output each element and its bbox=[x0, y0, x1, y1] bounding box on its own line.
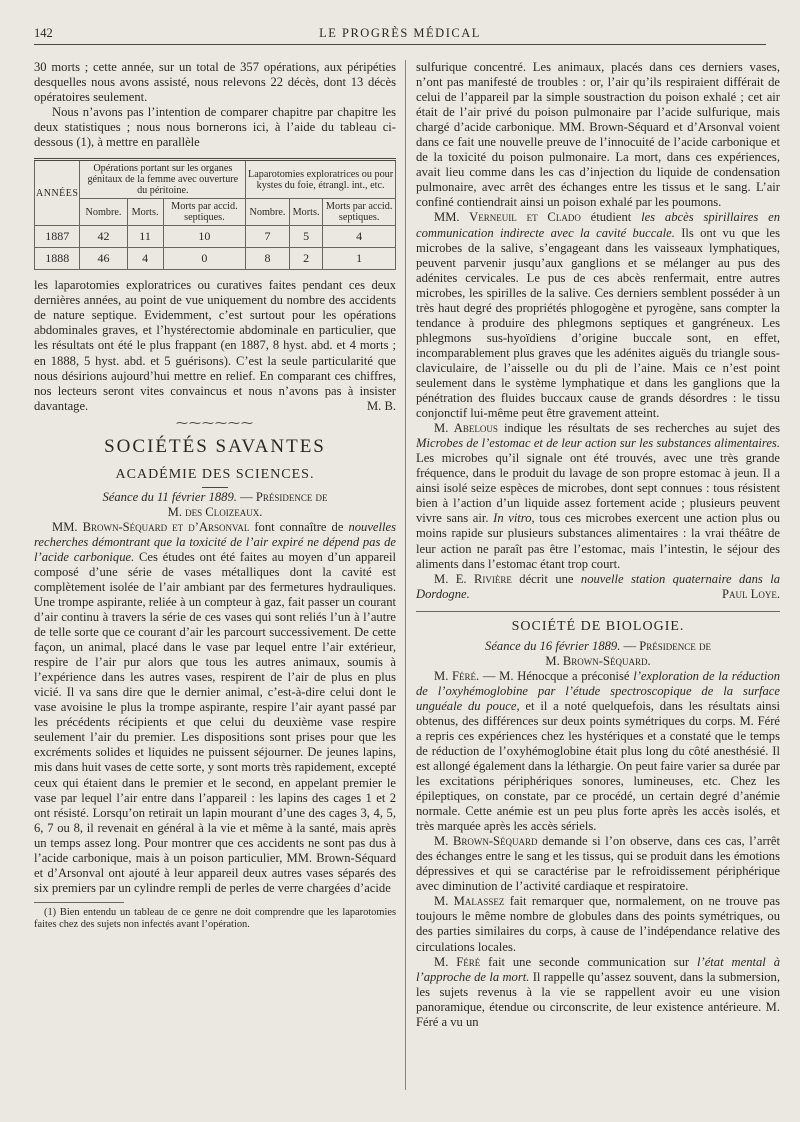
page-number: 142 bbox=[34, 26, 53, 40]
text: indique les résultats de ses recherches au sujet des bbox=[497, 421, 780, 436]
col-morts-2: Morts. bbox=[289, 199, 323, 226]
text: Il rappelle qu’assez souvent, dans la submersion, les sujets revenus à la vie se rappellent avoir eu une vision panoramique, étendue ou circonscrite, de leur existence antérieure. M. Féré a vu un bbox=[416, 969, 780, 1029]
italic-text: In vitro, bbox=[493, 511, 535, 526]
col-septiques-1: Morts par accid. septiques. bbox=[163, 199, 246, 226]
intro-paragraph-2: Nous n’avons pas l’intention de comparer chapitre par chapitre les deux statistiques ; nous nous bornerons ici, à l’aide du tableau ci-dessous (1), à mettre en parallèle bbox=[34, 105, 396, 150]
value-cell: 42 bbox=[80, 226, 127, 248]
years-header: ANNÉES bbox=[35, 160, 80, 226]
value-cell: 8 bbox=[246, 248, 290, 270]
session-date: Séance du 16 février 1889. bbox=[485, 638, 621, 653]
session-presidency-2: M. des Cloizeaux. bbox=[167, 504, 263, 519]
col-nombre-1: Nombre. bbox=[80, 199, 127, 226]
group2-header: Laparotomies exploratrices ou pour kystes du foie, étrangl. int., etc. bbox=[246, 160, 396, 199]
text: et il a noté quelquefois, dans les résultats ainsi obtenus, des différences sur deux points symétriques du corps. M. Féré a repris ces expériences chez les hystériques et a constaté que le temps de réduction de l’oxyhémoglobine était plus long du côté anesthésié. Il est allongé également dans la léthargie. On peut faire varier sa durée par les excitations périphériques sonores, lumineuses, etc. Chez les épileptiques, on constate, par ce procédé, un certain degré d’anémie normale. Cette anémie est un peu plus forte après les accès isolés, et très marquée après les accès sériels. bbox=[416, 698, 780, 834]
page-header bbox=[34, 26, 766, 45]
section-title: SOCIÉTÉS SAVANTES bbox=[104, 435, 326, 457]
biology-title: SOCIÉTÉ DE BIOLOGIE. bbox=[511, 618, 685, 634]
session-presidency-2: M. Brown-Séquard. bbox=[545, 653, 651, 668]
value-cell: 11 bbox=[127, 226, 163, 248]
text: étudient bbox=[580, 210, 642, 225]
signature: Paul Loye. bbox=[722, 586, 780, 601]
text: demande si l’on observe, dans ces cas, l’arrêt des échanges entre le sang et les tissus, qui se produit dans les émotions dépressives et qui se caractérise par le refroidissement périphérique avec diminution de l’activité cardiaque et respiratoire. bbox=[416, 834, 780, 894]
short-rule bbox=[202, 487, 228, 488]
text: — M. Hénocque a préconisé bbox=[479, 668, 634, 683]
after-table-paragraph bbox=[34, 278, 396, 413]
value-cell: 5 bbox=[289, 226, 323, 248]
col-morts-1: Morts. bbox=[127, 199, 163, 226]
after-table-text: les laparotomies exploratrices ou curatives faites pendant ces deux dernières années, au point de vue uniquement du nombre des accidents de nature septique. Evidemment, c’est surtout pour les opérations abdominales graves, et l’hystérectomie abdominale en particulier, que les résultats ont été le plus frappant (en 1887, 8 hyst. abd. et 4 morts ; en 1888, 5 hyst. abd. et 5 guérisons). C’est la seule particularité que nous désirions aujourd’hui mettre en relief. En comparant ces chiffres, nos lecteurs seront vites convaincus et nous n’avons pas à insister davantage. bbox=[34, 278, 396, 413]
italic-title: l’exploration de la réduction de l’oxyhémoglobine par l’étude spectroscopique de la surface unguéale du pouce, bbox=[416, 668, 780, 713]
value-cell: 0 bbox=[163, 248, 246, 270]
journal-title: LE PROGRÈS MÉDICAL bbox=[319, 26, 481, 40]
paragraph-brown-sequard-question bbox=[416, 834, 780, 894]
text: Les microbes qu’il signale ont été trouvés, avec une très grande fréquence, dans le produit du lavage de son propre estomac à jeun. Il a ainsi isolé seize espèces de microbes, dont sept connues : tous résistent bien à l’action d’un liquide assez fortement acide ; plusieurs peuvent vivre sans air. bbox=[416, 451, 780, 526]
col-septiques-2: Morts par accid. septiques. bbox=[323, 199, 396, 226]
value-cell: 46 bbox=[80, 248, 127, 270]
value-cell: 1 bbox=[323, 248, 396, 270]
section-rule bbox=[416, 611, 780, 612]
italic-title: nouvelle station quaternaire dans la Dordogne. bbox=[416, 571, 781, 601]
ornament-divider: ⁓⁓⁓⁓⁓⁓ bbox=[176, 415, 254, 430]
value-cell: 10 bbox=[163, 226, 246, 248]
paragraph-riviere bbox=[416, 572, 780, 602]
author: M. Féré. bbox=[434, 668, 480, 683]
value-cell: 7 bbox=[246, 226, 290, 248]
left-column bbox=[34, 60, 396, 931]
session-heading bbox=[34, 490, 396, 520]
signature: M. B. bbox=[366, 398, 396, 413]
text: font connaître de bbox=[249, 519, 349, 534]
footnote-rule bbox=[34, 902, 124, 903]
paragraph-abelous bbox=[416, 421, 780, 571]
italic-title: nouvelles recherches démontrant que la toxicité de l’air expiré ne dépend pas de l’acide carbonique. bbox=[34, 519, 396, 564]
author: M. Malassez bbox=[434, 894, 505, 909]
table-row bbox=[35, 226, 396, 248]
text: Ils ont vu que les microbes de la salive, s’engageant dans les vaisseaux lymphatiques, peuvent parvenir jusqu’aux ganglions et se mélanger au pus des adénites cervicales. Le pus de ces abcès renfermait, entre autres microbes, les spirilles de la salive. Ces derniers semblent posséder à un très haut degré des propriétés phlogogène et pyrogène, sans compter la tendance à produire des phlegmons septiques et gangréneux. Les phlegmons sus-hyoïdiens d’origine buccale sont, en effet, incomparablement plus graves que les adénites aiguës du triangle sous-claviculaire, de l’aisselle ou du pli de l’aine. Mais ce n’est point seulement dans le système lymphatique et dans les ganglions que la pénétration des fluides buccaux cause de grands désordres : le tissu conjonctif lui-même peut être gravement atteint. bbox=[416, 225, 780, 421]
year-cell: 1888 bbox=[35, 248, 80, 270]
text: fait une seconde communication sur bbox=[480, 954, 698, 969]
paragraph-brown-sequard bbox=[34, 520, 396, 896]
text: fait remarquer que, normalement, on ne trouve pas toujours le même nombre de globules dans des points symétriques, ou des parties similaires du corps, à cause de l’indépendance relative des circulations locales. bbox=[416, 894, 780, 954]
paragraph-continuation: sulfurique concentré. Les animaux, placés dans ces derniers vases, n’ont pas manifesté de troubles : or, l’air qu’ils respiraient différait de celui de l’appareil par la simple soustraction du poison exhalé ; cet air était de l’air privé du poison pulmonaire par l’acide sulfurique, mais chargé d’acide carbonique. MM. Brown-Séquard et d’Arsonval voient dans ce fait une nouvelle preuve de l’innocuité de l’acide carbonique et de la toxicité du poison pulmonaire. La mort, dans ces expériences, avait lieu comme dans les cas d’injection du liquide de condensation pulmonaire, avec arrêt des échanges entre les tissus et le sang. L’air confiné contiendrait ainsi un poison exhalé par les poumons. bbox=[416, 60, 780, 210]
author: M. Brown-Séquard bbox=[434, 834, 538, 849]
column-divider bbox=[405, 60, 406, 1090]
author: M. Féré bbox=[434, 954, 481, 969]
author: M. E. Rivière bbox=[434, 571, 512, 586]
right-column bbox=[416, 60, 780, 1030]
paragraph-fere-2 bbox=[416, 955, 780, 1030]
authors: MM. Verneuil et Clado bbox=[434, 210, 581, 225]
session-presidency-1: — Présidence de bbox=[240, 489, 328, 504]
col-nombre-2: Nombre. bbox=[246, 199, 290, 226]
italic-title: l’état mental à l’approche de la mort. bbox=[416, 954, 780, 984]
value-cell: 4 bbox=[127, 248, 163, 270]
italic-title: Microbes de l’estomac et de leur action sur les substances alimentaires. bbox=[416, 436, 780, 451]
paragraph-verneuil bbox=[416, 210, 780, 421]
value-cell: 4 bbox=[323, 226, 396, 248]
value-cell: 2 bbox=[289, 248, 323, 270]
text: Ces études ont été faites au moyen d’un appareil composé d’une série de vases métalliques dont la cavité est complètement isolée de l’air ambiant par des fermetures hydrauliques. Une trompe aspirante, reliée à un compteur à gaz, fait passer un courant d’air continu à travers la série de ces vases qui sont reliés l’un à l’autre de telle sorte que ce courant d’air les parcourt successivement. De cette façon, un animal, placé dans le vase par lequel entre l’air extérieur, respire de l’air pur alors que tous les autres animaux, soumis à l’expérience dans les autres vases, respirent de l’air de plus en plus vicié. Il va sans dire que le dernier animal, c’est-à-dire celui dont le vase avoisine le plus la trompe aspirante, respire l’air ayant passé par les précédents récipients et que celui du deuxième vase respire seulement l’air du premier. Les dispositions sont prises pour que les excréments solides et liquides ne puissent séjourner. De jeunes lapins, mis dans huit vases de cette sorte, y sont morts très rapidement, excepté ceux qui étaient dans le premier et le second, en appelant premier le vase par lequel l’air entre dans l’appareil : les lapins des cages 1 et 2 ont résisté. Lorsqu’on retirait un lapin mourant d’une des cages 3, 4, 5, 6, 7 ou 8, il revenait en général à la vie et même à la santé, mais après un temps assez long. Pour montrer que ces accidents ne sont pas dus à l’acide carbonique, mais à un poison particulier, MM. Brown-Séquard et d’Arsonval ont ajouté à leur appareil deux autres vases séparés des six premiers par un cylindre rempli de perles de verre chargées d’acide bbox=[34, 549, 397, 895]
session-presidency-1: — Présidence de bbox=[623, 638, 711, 653]
paragraph-malassez bbox=[416, 894, 780, 954]
statistics-table bbox=[34, 158, 396, 270]
group1-header: Opérations portant sur les organes génitaux de la femme avec ouverture du péritoine. bbox=[80, 160, 246, 199]
academy-title: ACADÉMIE DES SCIENCES. bbox=[115, 466, 315, 482]
text: tous ces microbes exercent une action plus ou moins rapide sur plusieurs substances alimentaires : la vrai théâtre de leur action ne paraît pas être l’estomac, mais l’intestin, le séjour des aliments dans l’estomac étant trop court. bbox=[416, 511, 780, 571]
session-date: Séance du 11 février 1889. bbox=[102, 489, 237, 504]
author: M. Abelous bbox=[434, 421, 498, 436]
year-cell: 1887 bbox=[35, 226, 80, 248]
footnote: (1) Bien entendu un tableau de ce genre ne doit comprendre que les laparotomies faites chez des sujets non infectés avant l’opération. bbox=[34, 906, 396, 930]
authors: MM. Brown-Séquard et d’Arsonval bbox=[52, 519, 250, 534]
paragraph-fere bbox=[416, 669, 780, 835]
table-row bbox=[35, 248, 396, 270]
intro-paragraph-1: 30 morts ; cette année, sur un total de 357 opérations, aux péripéties desquelles nous avons assisté, nous relevons 22 décès, dont 13 décès opératoires seulement. bbox=[34, 60, 396, 105]
text: décrit une bbox=[511, 571, 581, 586]
bio-session-heading bbox=[416, 639, 780, 669]
italic-title: les abcès spirillaires en communication indirecte avec la cavité buccale. bbox=[416, 210, 780, 240]
